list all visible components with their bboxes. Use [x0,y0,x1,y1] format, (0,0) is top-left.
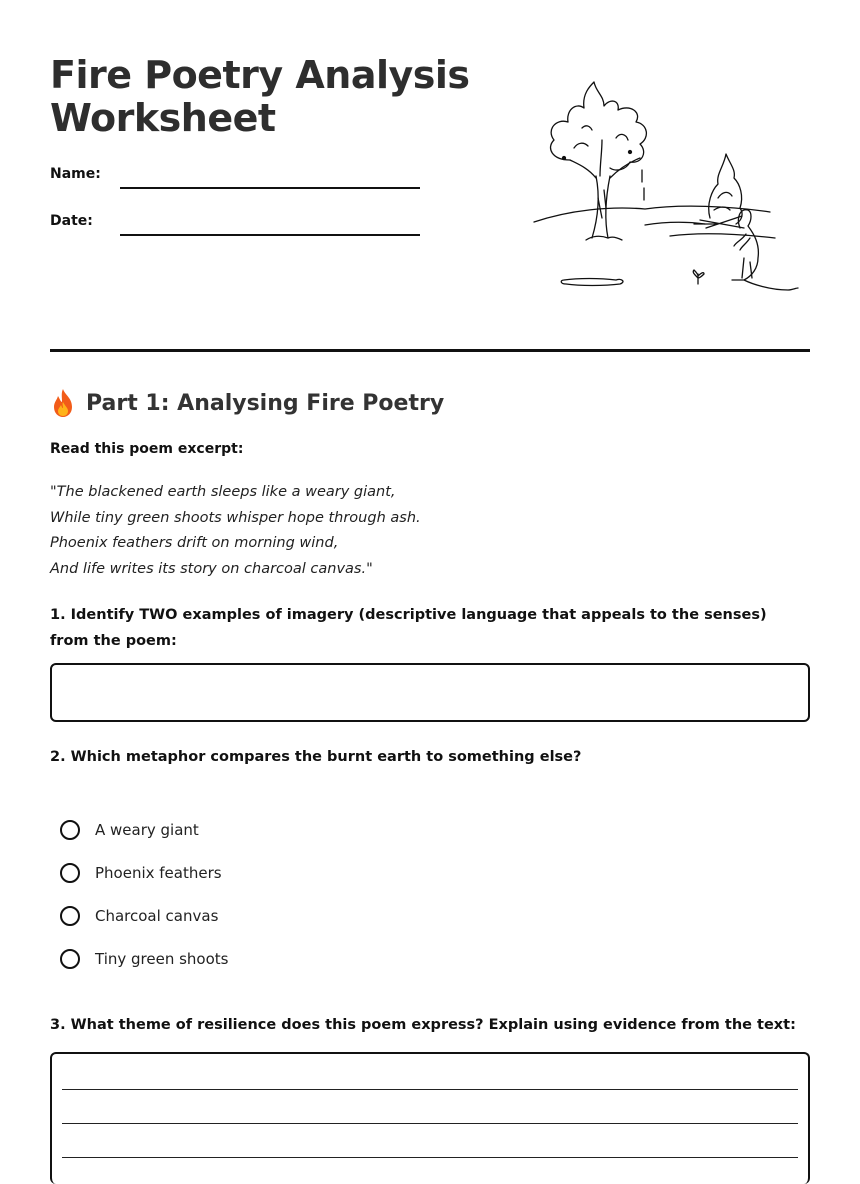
question-3: 3. What theme of resilience does this poem express? Explain using evidence from the text: [50,1017,796,1033]
name-label: Name: [50,166,101,182]
poem-line: Phoenix feathers drift on morning wind, [50,535,339,551]
burnt-landscape-illustration [530,78,805,298]
writing-line [62,1157,798,1158]
option-tiny-green-shoots[interactable] [60,937,228,980]
option-label: A weary giant [95,820,199,839]
poem-line: "The blackened earth sleeps like a weary giant, [50,484,396,500]
name-field[interactable] [120,187,420,189]
part1-heading [50,388,444,418]
radio-button[interactable] [60,863,80,883]
date-field[interactable] [120,234,420,236]
poem-excerpt [50,480,421,582]
title-line-1: Fire Poetry Analysis [50,53,470,97]
poem-instruction: Read this poem excerpt: [50,441,244,457]
option-label: Phoenix feathers [95,863,222,882]
fire-icon [50,388,76,418]
question-1: 1. Identify TWO examples of imagery (descriptive language that appeals to the senses) from the poem: [50,607,767,649]
radio-button[interactable] [60,906,80,926]
option-label: Charcoal canvas [95,906,219,925]
question-1-answer-box[interactable] [50,663,810,722]
worksheet-title [50,54,470,140]
worksheet-page [50,0,810,1161]
date-label: Date: [50,213,93,229]
option-weary-giant[interactable] [60,808,228,851]
writing-line [62,1089,798,1090]
option-phoenix-feathers[interactable] [60,851,228,894]
question-3-answer-box[interactable] [50,1052,810,1184]
question-2-options [60,808,228,980]
question-2: 2. Which metaphor compares the burnt earth to something else? [50,749,582,765]
option-charcoal-canvas[interactable] [60,894,228,937]
section-divider [50,349,810,352]
poem-line: And life writes its story on charcoal canvas." [50,560,373,577]
part1-title: Part 1: Analysing Fire Poetry [86,390,445,416]
poem-line: While tiny green shoots whisper hope through ash. [50,509,421,526]
radio-button[interactable] [60,949,80,969]
title-line-2: Worksheet [50,96,276,140]
radio-button[interactable] [60,820,80,840]
option-label: Tiny green shoots [95,949,229,968]
writing-line [62,1123,798,1124]
